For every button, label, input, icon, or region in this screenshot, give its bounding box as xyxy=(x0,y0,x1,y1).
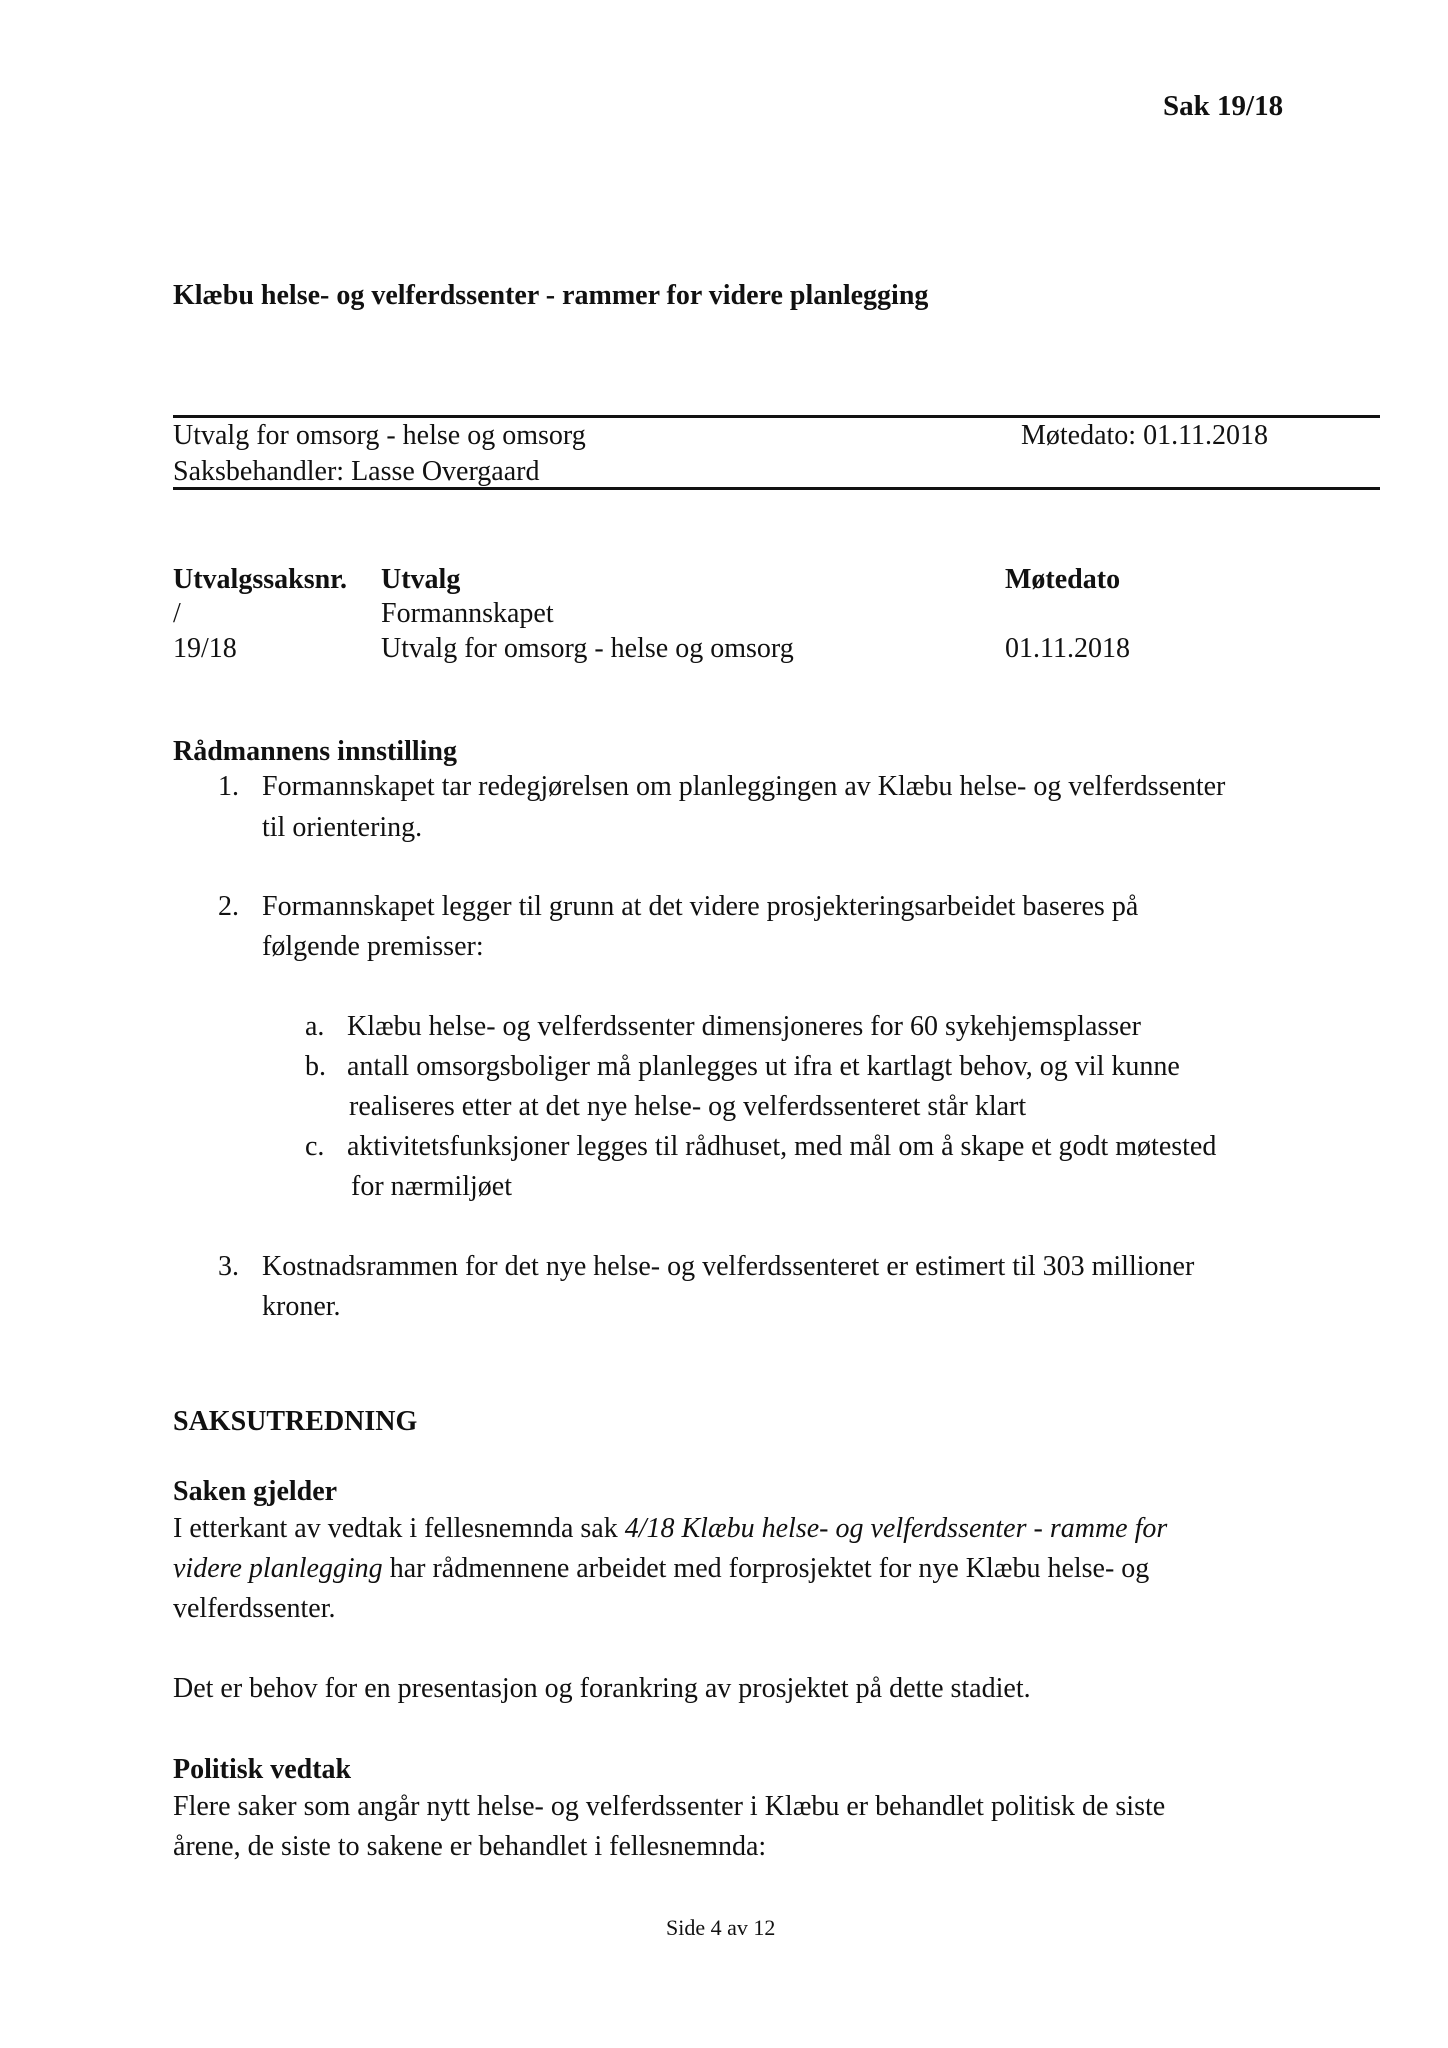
table-header-meeting-date: Møtedato xyxy=(1005,564,1121,595)
list-item-text: Kostnadsrammen for det nye helse- og velferdssenteret er estimert til 303 millioner xyxy=(262,1251,1195,1282)
paragraph-line: velferdssenter. xyxy=(173,1593,336,1624)
politisk-vedtak-heading: Politisk vedtak xyxy=(173,1754,352,1785)
list-item-text: Formannskapet legger til grunn at det videre prosjekteringsarbeidet baseres på xyxy=(262,891,1139,922)
sub-list-letter: b. xyxy=(305,1051,326,1082)
table-header-case-number: Utvalgssaksnr. xyxy=(173,564,348,595)
sub-list-letter: c. xyxy=(305,1131,325,1162)
sub-list-letter: a. xyxy=(305,1011,325,1042)
case-reference: Sak 19/18 xyxy=(1163,90,1284,122)
document-title: Klæbu helse- og velferdssenter - rammer for videre planlegging xyxy=(173,280,929,311)
sub-list-text: realiseres etter at det nye helse- og velferdssenteret står klart xyxy=(349,1091,1027,1122)
committee-name: Utvalg for omsorg - helse og omsorg xyxy=(173,420,586,451)
recommendation-heading: Rådmannens innstilling xyxy=(173,736,457,767)
table-cell: / xyxy=(173,598,181,629)
list-item-text: til orientering. xyxy=(262,812,423,843)
case-officer: Saksbehandler: Lasse Overgaard xyxy=(173,456,540,487)
paragraph-line xyxy=(173,1509,1167,1549)
list-number: 3. xyxy=(218,1251,239,1282)
table-cell: 19/18 xyxy=(173,633,237,664)
sub-list-text: Klæbu helse- og velferdssenter dimensjoneres for 60 sykehjemsplasser xyxy=(347,1011,1141,1042)
paragraph: Det er behov for en presentasjon og forankring av prosjektet på dette stadiet. xyxy=(173,1673,1031,1704)
meeting-date: Møtedato: 01.11.2018 xyxy=(1021,420,1269,451)
list-item-text: kroner. xyxy=(262,1291,341,1322)
paragraph-line: årene, de siste to sakene er behandlet i fellesnemnda: xyxy=(173,1831,767,1862)
case-reference-italic: videre planlegging xyxy=(173,1553,383,1584)
list-item-text: Formannskapet tar redegjørelsen om planleggingen av Klæbu helse- og velferdssenter xyxy=(262,771,1226,802)
table-header-committee: Utvalg xyxy=(381,564,461,595)
sub-list-text: antall omsorgsboliger må planlegges ut ifra et kartlagt behov, og vil kunne xyxy=(347,1051,1180,1082)
table-cell: Utvalg for omsorg - helse og omsorg xyxy=(381,633,794,664)
text-run: I etterkant av vedtak i fellesnemnda sak xyxy=(173,1513,625,1544)
sub-list-text: for nærmiljøet xyxy=(351,1171,512,1202)
list-item-text: følgende premisser: xyxy=(262,931,484,962)
paragraph-line: Flere saker som angår nytt helse- og velferdssenter i Klæbu er behandlet politisk de siste xyxy=(173,1791,1166,1822)
paragraph-line xyxy=(173,1549,1149,1589)
list-number: 1. xyxy=(218,771,239,802)
sub-list-text: aktivitetsfunksjoner legges til rådhuset, med mål om å skape et godt møtested xyxy=(347,1131,1217,1162)
list-number: 2. xyxy=(218,891,239,922)
saken-gjelder-heading: Saken gjelder xyxy=(173,1476,338,1507)
table-cell: Formannskapet xyxy=(381,598,554,629)
text-run: har rådmennene arbeidet med forprosjektet for nye Klæbu helse- og xyxy=(382,1553,1150,1584)
table-cell: 01.11.2018 xyxy=(1005,633,1130,664)
case-reference-italic: 4/18 Klæbu helse- og velferdssenter - ramme for xyxy=(624,1513,1168,1544)
bottom-rule xyxy=(173,487,1380,490)
saksutredning-heading: SAKSUTREDNING xyxy=(173,1406,418,1437)
page-number: Side 4 av 12 xyxy=(666,1915,776,1940)
